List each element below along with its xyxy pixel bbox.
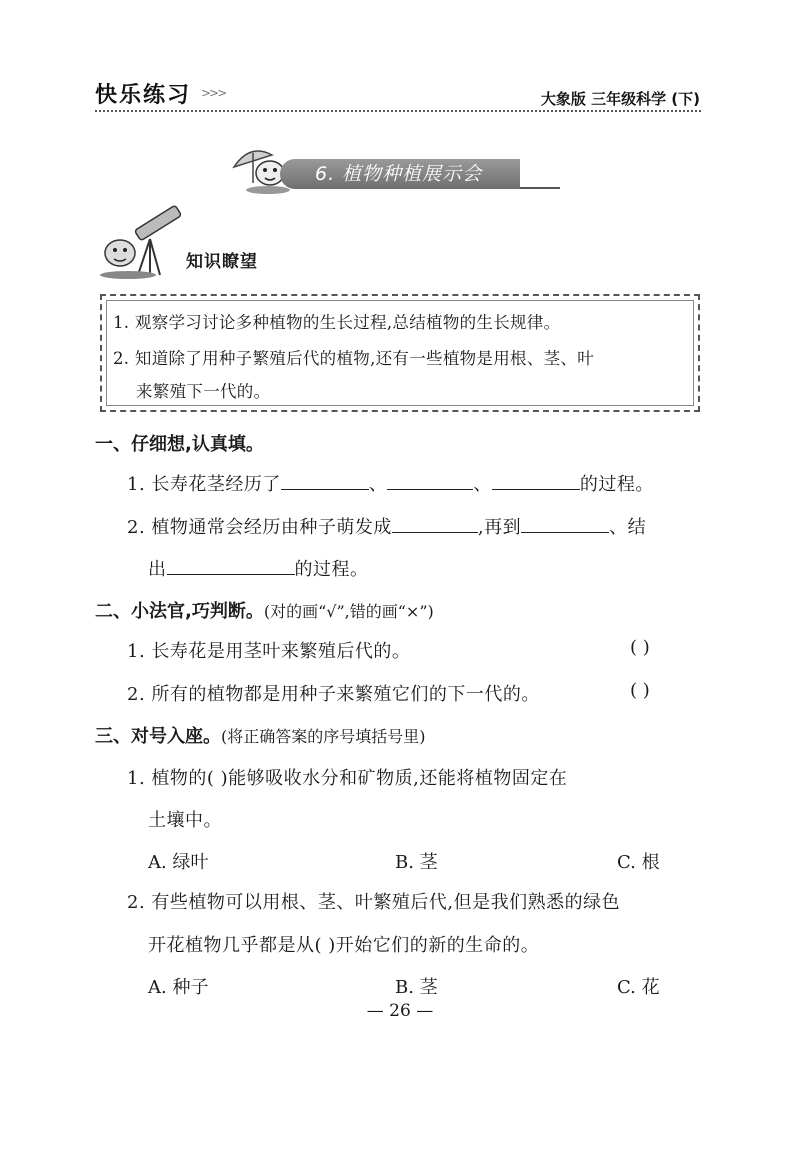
judge-item-2: 2. 所有的植物都是用种子来繁殖它们的下一代的。 <box>127 684 540 705</box>
chevron-icon: >>> <box>201 86 226 100</box>
choice-question-1-continued: 土壤中。 <box>148 810 222 831</box>
option-b: B. 茎 <box>395 977 438 998</box>
question-text: 1. 长寿花茎经历了 <box>127 474 281 495</box>
edition-label: 大象版 三年级科学 (下) <box>540 90 700 108</box>
knowledge-point: 1. 观察学习讨论多种植物的生长过程,总结植物的生长规律。 <box>113 313 561 332</box>
question-text: 、结 <box>609 517 647 538</box>
section-2-heading: 二、小法官,巧判断。 <box>95 601 264 622</box>
lesson-banner <box>228 143 563 198</box>
page-number: — 26 — <box>366 1001 434 1021</box>
answer-blank[interactable] <box>492 471 580 490</box>
option-b: B. 茎 <box>395 852 438 873</box>
section-1-title: 一、仔细想,认真填。 <box>95 434 264 455</box>
lesson-title: 6. 植物种植展示会 <box>280 159 520 189</box>
answer-blank[interactable] <box>167 556 295 575</box>
knowledge-header <box>98 195 288 280</box>
separator: 、 <box>473 474 492 495</box>
fill-question-1 <box>127 470 654 496</box>
fill-question-2-continued <box>148 555 369 581</box>
section-3-note: (将正确答案的序号填括号里) <box>221 727 426 746</box>
question-text: 的过程。 <box>579 474 654 495</box>
separator: 、 <box>368 474 388 495</box>
judge-answer-paren[interactable]: ( ) <box>630 637 650 658</box>
telescope-icon <box>98 195 188 280</box>
question-text: 出 <box>148 559 167 580</box>
option-a: A. 绿叶 <box>148 852 209 873</box>
section-2-title <box>95 597 434 623</box>
answer-blank[interactable] <box>521 514 609 533</box>
choice-question-1: 1. 植物的( )能够吸收水分和矿物质,还能将植物固定在 <box>127 768 568 789</box>
fill-question-2 <box>127 513 646 539</box>
answer-blank[interactable] <box>387 471 473 490</box>
banner-underline <box>520 187 560 189</box>
page-header <box>95 78 700 114</box>
knowledge-point: 2. 知道除了用种子繁殖后代的植物,还有一些植物是用根、茎、叶 <box>113 349 595 368</box>
choice-question-2-continued: 开花植物几乎都是从( )开始它们的新的生命的。 <box>148 935 540 956</box>
answer-blank[interactable] <box>392 514 478 533</box>
question-text: ,再到 <box>477 517 522 538</box>
question-text: 的过程。 <box>294 559 369 580</box>
header-divider <box>95 110 701 112</box>
judge-answer-paren[interactable]: ( ) <box>630 680 650 701</box>
knowledge-label: 知识瞭望 <box>186 252 258 272</box>
section-3-heading: 三、对号入座。 <box>95 726 221 747</box>
choice-question-2: 2. 有些植物可以用根、茎、叶繁殖后代,但是我们熟悉的绿色 <box>127 892 621 913</box>
question-text: 2. 植物通常会经历由种子萌发成 <box>127 517 392 538</box>
option-c: C. 根 <box>617 852 660 873</box>
option-c: C. 花 <box>617 977 660 998</box>
brand-title: 快乐练习 <box>95 83 192 108</box>
knowledge-point-continued: 来繁殖下一代的。 <box>136 382 271 401</box>
answer-blank[interactable] <box>281 471 369 490</box>
judge-item-1: 1. 长寿花是用茎叶来繁殖后代的。 <box>127 641 411 662</box>
option-a: A. 种子 <box>148 977 209 998</box>
section-3-title <box>95 722 426 748</box>
section-2-note: (对的画“√”,错的画“×”) <box>263 602 434 621</box>
